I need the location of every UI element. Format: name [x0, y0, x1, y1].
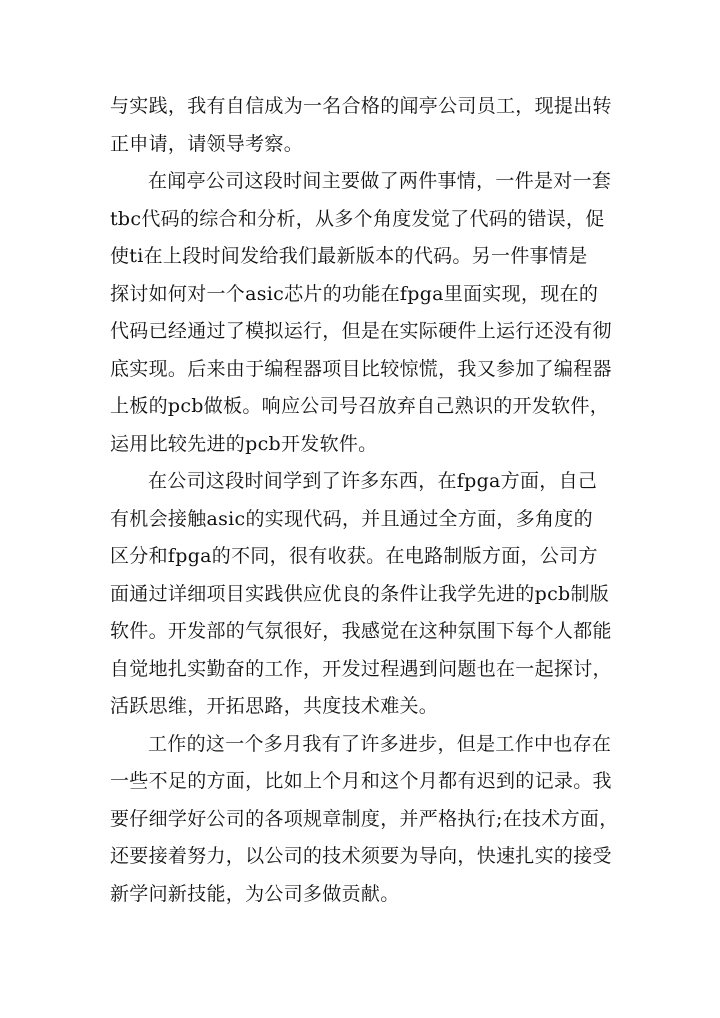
text-line: 在闻亭公司这段时间主要做了两件事情，一件是对一套 — [148, 170, 612, 192]
text-line: 自觉地扎实勤奋的工作，开发过程遇到问题也在一起探讨， — [110, 657, 612, 680]
text-line: 使ti在上段时间发给我们最新版本的代码。另一件事情是 — [110, 245, 588, 267]
text-line: 运用比较先进的pcb开发软件。 — [110, 432, 378, 455]
text-line: 与实践，我有自信成为一名合格的闻亭公司员工，现提出转 — [110, 95, 612, 117]
text-line: 面通过详细项目实践供应优良的条件让我学先进的pcb制版 — [110, 582, 610, 605]
text-line: 在公司这段时间学到了许多东西，在fpga方面，自己 — [148, 470, 598, 492]
text-line: 还要接着努力，以公司的技术须要为导向，快速扎实的接受 — [110, 845, 612, 867]
text-line: 代码已经通过了模拟运行，但是在实际硬件上运行还没有彻 — [110, 320, 612, 342]
document-body — [110, 88, 619, 913]
text-line: 活跃思维，开拓思路，共度技术难关。 — [110, 695, 439, 717]
text-line: 要仔细学好公司的各项规章制度，并严格执行;在技术方面， — [110, 807, 619, 830]
text-line: 探讨如何对一个asic芯片的功能在fpga里面实现，现在的 — [110, 282, 599, 305]
paragraph-3 — [110, 463, 612, 726]
text-line: 软件。开发部的气氛很好，我感觉在这种氛围下每个人都能 — [110, 620, 612, 642]
paragraph-2 — [110, 163, 612, 463]
text-line: 上板的pcb做板。响应公司号召放弃自己熟识的开发软件， — [110, 395, 610, 417]
text-line: 工作的这一个多月我有了许多进步，但是工作中也存在 — [148, 732, 612, 755]
text-line: tbc代码的综合和分析，从多个角度发觉了代码的错误，促 — [110, 207, 605, 230]
paragraph-1 — [110, 88, 612, 163]
text-line: 正申请，请领导考察。 — [110, 132, 304, 155]
text-line: 一些不足的方面，比如上个月和这个月都有迟到的记录。我 — [110, 770, 612, 792]
text-line: 底实现。后来由于编程器项目比较惊慌，我又参加了编程器 — [110, 357, 612, 380]
text-line: 新学问新技能，为公司多做贡献。 — [110, 882, 400, 905]
text-line: 区分和fpga的不同，很有收获。在电路制版方面，公司方 — [110, 545, 598, 567]
text-line: 有机会接触asic的实现代码，并且通过全方面，多角度的 — [110, 507, 593, 530]
paragraph-4 — [110, 726, 619, 914]
